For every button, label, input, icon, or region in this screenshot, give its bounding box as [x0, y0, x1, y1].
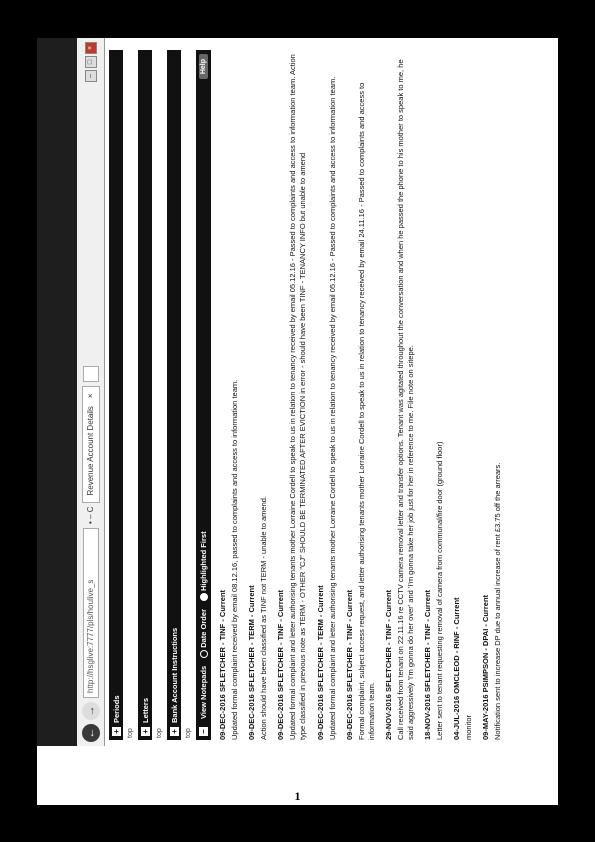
note-heading: 04-JUL-2016 OMCLEOD - RINF - Current: [452, 597, 462, 740]
notes-list: [218, 50, 504, 740]
browser-titlebar: [37, 38, 77, 746]
note-heading: 09-MAY-2016 PSIMPSON - DPAI - Current: [481, 594, 491, 740]
top-link[interactable]: top: [127, 728, 134, 738]
minimize-icon[interactable]: –: [85, 70, 97, 82]
expand-icon[interactable]: +: [170, 727, 179, 736]
url-controls[interactable]: • – C: [86, 506, 95, 524]
note-body: Updated formal complaint and letter authorising tenants mother Lorraine Cordell to speak to us in relation to tenancy received by email 05.12.16 - Passed to complaints and access to information team.: [327, 76, 337, 740]
note-heading: 29-NOV-2016 SFLETCHER - TINF - Current: [383, 589, 393, 740]
rotated-screenshot: [37, 38, 503, 746]
radio-icon[interactable]: [200, 650, 208, 658]
help-button[interactable]: Help: [199, 54, 208, 79]
forward-arrow-icon[interactable]: →: [82, 702, 100, 720]
window-controls: [85, 42, 97, 82]
tab-title: Revenue Account Details: [86, 406, 95, 496]
note-body: Formal complaint, subject access request, and letter authorising tenants mother Lorraine Cordell to speak to us in relation to tenancy received by email 24.11.16 - Passed to complaints and access to information team.: [356, 82, 376, 740]
radio-selected-icon[interactable]: [200, 593, 208, 601]
note-heading: 09-DEC-2016 SFLETCHER - TINF - Current: [344, 589, 354, 740]
url-field[interactable]: http://hsglive:7777/pls/houlive_s: [83, 528, 99, 698]
view-notepads-label: View Notepads: [199, 665, 208, 719]
section-label: Periods: [111, 695, 121, 723]
highlighted-first-option[interactable]: Highlighted First: [199, 531, 208, 601]
tab-close-icon[interactable]: ×: [86, 393, 95, 399]
date-order-option[interactable]: Date Order: [199, 609, 208, 658]
top-link[interactable]: top: [156, 728, 163, 738]
top-link[interactable]: top: [185, 728, 192, 738]
note-body: Updated formal complaint and letter authorising tenants mother Lorraine Cordell to speak to us in relation to tenancy received by email 05.12.16 - Passed to complaints and access to information team. Action type classified in previous note as TERM - OTHER "CJ" SHOULD BE TERMINATED AFTER EVICTION in error - should have been TINF - TENANCY INFO but unable to amend: [288, 54, 308, 740]
collapse-icon[interactable]: –: [199, 727, 208, 736]
note-body: Call received from tenant on 22.11.16 re CCTV camera removal letter and transfer options. Tenant was agitated throughout the conversation and when he passed the phone to his mother to speak to me, he said aggressively 'I'm gonna do her over' and 'I'm gonna take her job just for her in reference to me. File note on sitepe.: [395, 59, 415, 740]
note-body: Letter sent to tenant requesting removal of camera from communal/fire door (ground floor): [435, 441, 445, 740]
section-periods[interactable]: [109, 50, 123, 740]
section-label: Letters: [140, 697, 150, 723]
back-arrow-icon[interactable]: ←: [82, 724, 100, 742]
tab-revenue-account-details[interactable]: [82, 386, 100, 502]
note-body: monitor: [464, 714, 474, 740]
notepads-toolbar: [196, 50, 211, 740]
note-heading: 18-NOV-2016 SFLETCHER - TINF - Current: [423, 589, 433, 740]
document-page: [37, 38, 558, 805]
browser-address-bar: [77, 38, 105, 746]
section-label: Bank Account Instructions: [169, 627, 179, 723]
maximize-icon[interactable]: □: [85, 56, 97, 68]
page-number: 1: [294, 789, 301, 803]
note-heading: 09-DEC-2016 SFLETCHER - TERM - Current: [247, 585, 257, 740]
note-heading: 09-DEC-2016 SFLETCHER - TINF - Current: [276, 589, 286, 740]
expand-icon[interactable]: +: [112, 727, 121, 736]
note-heading: 09-DEC-2016 SFLETCHER - TINF - Current: [218, 589, 227, 740]
new-tab-button[interactable]: [83, 366, 99, 382]
section-letters[interactable]: [138, 50, 152, 740]
note-body: Action should have been classified as TINF not TERM - unable to amend.: [259, 495, 269, 740]
expand-icon[interactable]: +: [141, 727, 150, 736]
note-body: Updated formal complaint received by email 08.12.16, passed to complaints and access to information team.: [230, 379, 239, 740]
page-content: [109, 50, 503, 740]
note-body: Notification sent to increase DP due to annual increase of rent £3.75 off the arrears.: [493, 462, 503, 740]
section-bank-account-instructions[interactable]: [167, 50, 181, 740]
close-icon[interactable]: ×: [85, 42, 97, 54]
note-heading: 09-DEC-2016 SFLETCHER - TERM - Current: [315, 585, 325, 740]
